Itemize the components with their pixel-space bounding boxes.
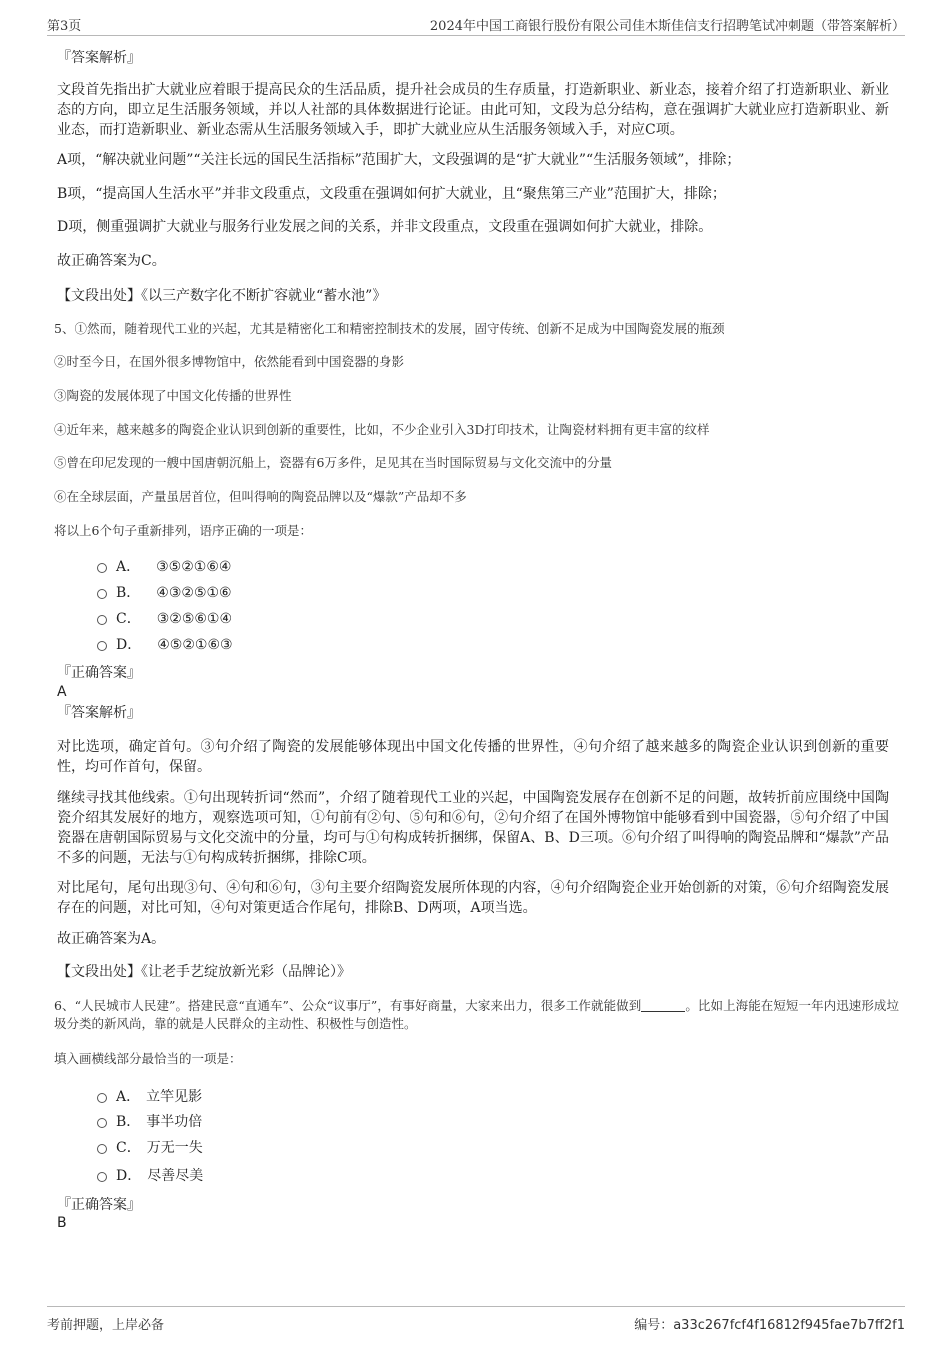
question-sentence: ⑥在全球层面，产量虽居首位，但叫得响的陶瓷品牌以及“爆款”产品却不多 bbox=[54, 489, 467, 504]
analysis-paragraph: 继续寻找其他线索。①句出现转折词“然而”，介绍了随着现代工业的兴起，中国陶瓷发展存在创新不足的问题，故转折前应围绕中国陶瓷介绍其发展好的地方，观察选项可知，①句前有②句、⑤句和⑥句，②句介绍了在国外博物馆中能够看到中国瓷器，⑤句介绍了中国瓷器在唐朝国际贸易与文化交流中的分量，均可与①句构成转折捆绑，保留A、B、D三项。⑥句介绍了叫得响的陶瓷品牌和“爆款”产品不多的问题，无法与①句构成转折捆绑，排除C项。 bbox=[57, 790, 889, 866]
radio-button[interactable] bbox=[97, 589, 107, 599]
radio-button[interactable] bbox=[97, 1144, 107, 1154]
page-header bbox=[47, 13, 905, 36]
option-d[interactable]: D． ④⑤②①⑥③ bbox=[97, 635, 233, 655]
question-sentence: ②时至今日，在国外很多博物馆中，依然能看到中国瓷器的身影 bbox=[54, 354, 405, 369]
fill-blank bbox=[641, 999, 685, 1012]
question-stem: 6、“人民城市人民建”。搭建民意“直通车”、公众“议事厅”，有事好商量，大家来出力，很多工作就能做到 。比如上海能在短短一年内迅速形成垃圾分类的新风尚，靠的就是人民群众的主动性、积极性与创造性。 bbox=[54, 998, 899, 1031]
option-b[interactable]: B． 事半功倍 bbox=[97, 1112, 202, 1132]
correct-answer: A bbox=[57, 684, 67, 700]
source-citation: 【文段出处】《让老手艺绽放新光彩（品牌论）》 bbox=[57, 964, 351, 980]
radio-button[interactable] bbox=[97, 1172, 107, 1182]
document-code: 编号：a33c267fcf4f16812f945fae7b7ff2f1 bbox=[634, 1318, 905, 1333]
answer-conclusion: 故正确答案为A。 bbox=[57, 931, 166, 947]
radio-button[interactable] bbox=[97, 1093, 107, 1103]
analysis-paragraph: 文段首先指出扩大就业应着眼于提高民众的生活品质，提升社会成员的生存质量，打造新职业、新业态，接着介绍了打造新职业、新业态的方向，即立足生活服务领域，并以人社部的具体数据进行论证。由此可知，文段为总分结构，意在强调扩大就业应打造新职业、新业态，而打造新职业、新业态需从生活服务领域入手，即扩大就业应从生活服务领域入手，对应C项。 bbox=[57, 82, 889, 138]
option-c[interactable]: C． 万无一失 bbox=[97, 1138, 203, 1158]
analysis-paragraph: D项，侧重强调扩大就业与服务行业发展之间的关系，并非文段重点，文段重在强调如何扩大就业，排除。 bbox=[57, 219, 713, 235]
analysis-paragraph: 对比尾句，尾句出现③句、④句和⑥句，③句主要介绍陶瓷发展所体现的内容，④句介绍陶瓷企业开始创新的对策，⑥句介绍陶瓷发展存在的问题，对比可知，④句对策更适合作尾句，排除B、D两项，A项当选。 bbox=[57, 880, 889, 916]
question-sentence: ⑤曾在印尼发现的一艘中国唐朝沉船上，瓷器有6万多件，足见其在当时国际贸易与文化交流中的分量 bbox=[54, 455, 612, 470]
radio-button[interactable] bbox=[97, 641, 107, 651]
question-sentence: ④近年来，越来越多的陶瓷企业认识到创新的重要性，比如，不少企业引入3D打印技术，让陶瓷材料拥有更丰富的纹样 bbox=[54, 422, 710, 437]
analysis-paragraph: A项，“解决就业问题”“关注长远的国民生活指标”范围扩大，文段强调的是“扩大就业”“生活服务领域”，排除； bbox=[57, 152, 741, 168]
radio-button[interactable] bbox=[97, 615, 107, 625]
question-prompt: 填入画横线部分最恰当的一项是： bbox=[54, 1051, 242, 1066]
option-a[interactable]: A． 立竿见影 bbox=[97, 1087, 202, 1107]
correct-answer-label: 『正确答案』 bbox=[57, 1197, 141, 1213]
option-b[interactable]: B． ④③②⑤①⑥ bbox=[97, 583, 232, 603]
page-footer bbox=[47, 1306, 905, 1333]
radio-button[interactable] bbox=[97, 1118, 107, 1128]
analysis-paragraph: B项，“提高国人生活水平”并非文段重点，文段重在强调如何扩大就业，且“聚焦第三产业”范围扩大，排除； bbox=[57, 186, 726, 202]
question-sentence: ③陶瓷的发展体现了中国文化传播的世界性 bbox=[54, 388, 292, 403]
answer-conclusion: 故正确答案为C。 bbox=[57, 253, 166, 269]
footer-slogan: 考前押题，上岸必备 bbox=[47, 1318, 165, 1333]
correct-answer: B bbox=[57, 1215, 67, 1231]
analysis-label: 『答案解析』 bbox=[57, 705, 141, 721]
option-c[interactable]: C． ③②⑤⑥①④ bbox=[97, 609, 232, 629]
source-citation: 【文段出处】《以三产数字化不断扩容就业“蓄水池”》 bbox=[57, 288, 387, 304]
page-number: 第3页 bbox=[47, 19, 82, 34]
option-d[interactable]: D． 尽善尽美 bbox=[97, 1166, 203, 1186]
question-prompt: 将以上6个句子重新排列，语序正确的一项是： bbox=[54, 523, 312, 538]
correct-answer-label: 『正确答案』 bbox=[57, 665, 141, 681]
option-a[interactable]: A． ③⑤②①⑥④ bbox=[97, 557, 231, 577]
analysis-label: 『答案解析』 bbox=[57, 50, 141, 66]
document-title: 2024年中国工商银行股份有限公司佳木斯佳信支行招聘笔试冲刺题（带答案解析） bbox=[429, 19, 905, 34]
radio-button[interactable] bbox=[97, 563, 107, 573]
analysis-paragraph: 对比选项，确定首句。③句介绍了陶瓷的发展能够体现出中国文化传播的世界性，④句介绍了越来越多的陶瓷企业认识到创新的重要性，均可作首句，保留。 bbox=[57, 739, 889, 775]
question-sentence: 5、①然而，随着现代工业的兴起，尤其是精密化工和精密控制技术的发展，固守传统、创新不足成为中国陶瓷发展的瓶颈 bbox=[54, 321, 725, 336]
